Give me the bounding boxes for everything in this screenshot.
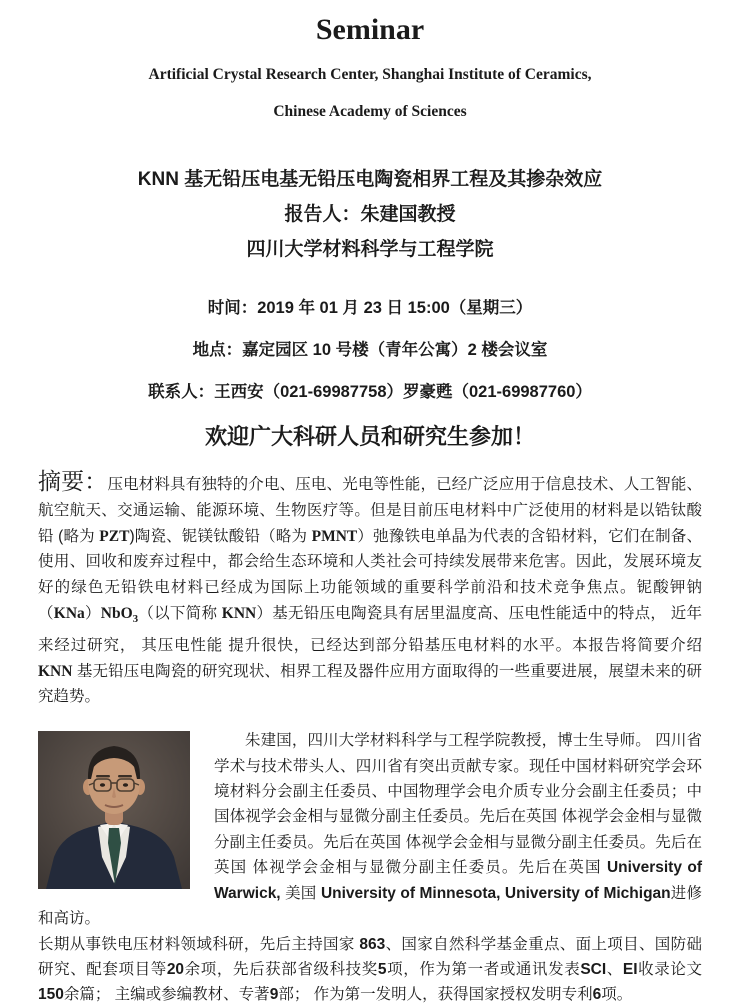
bio-run: 863 xyxy=(359,935,386,953)
abstract-run: PMNT xyxy=(311,527,358,545)
bio-run: 5 xyxy=(377,960,387,978)
talk-title: KNN 基无铅压电基无铅压电陶瓷相界工程及其掺杂效应 xyxy=(137,169,603,190)
speaker-portrait-photo xyxy=(38,731,190,889)
org-line-1: Artificial Crystal Research Center, Shanghai Institute of Ceramics, xyxy=(148,66,592,83)
bio-run: EI xyxy=(622,960,638,978)
bio-run: 余篇； 主编或参编教材、专著 xyxy=(63,986,270,1004)
welcome-line: 欢迎广大科研人员和研究生参加！ xyxy=(204,424,535,449)
affiliation-line: 四川大学材料科学与工程学院 xyxy=(246,239,494,260)
abstract-run: ）弛豫铁电单晶为代表的含铅材料，它们在制备、使用、回收和废弃过程中，都会给生态环境和人类社会可持续发展带来危害。因此，发展环境友好的绿色无铅铁电材料已经成为国际上功能领域的重要科学前沿和技术竞争焦点。铌酸钾钠（ xyxy=(38,527,702,622)
bio-run: 进修和高访。 xyxy=(38,884,702,928)
bio-run: 收录论文 xyxy=(637,960,702,978)
abstract-paragraph xyxy=(38,469,702,710)
talk-header xyxy=(38,162,702,267)
bio-run: 部； 作为第一发明人，获得国家授权发明专利 xyxy=(278,986,593,1004)
bio-run: 项，作为第一者或通讯发表 xyxy=(386,960,581,978)
bio-run: 余项，先后获部省级科技奖 xyxy=(184,960,378,978)
abstract-run: 压电材料具有独特的介电、压电、光电等性能，已经广泛应用于信息技术、人工智能、航空航天、交通运输、能源环境、生物医疗等。但是目前压电材料中广泛使用的材料是以锆钛酸铅 (略为 xyxy=(38,476,702,545)
bio-run: 150 xyxy=(38,986,64,1004)
bio-run: 项。 xyxy=(601,986,633,1004)
abstract-run: PZT xyxy=(99,527,130,545)
bio-run: 长期从事铁电压材料领域科研，先后主持国家 xyxy=(38,935,360,953)
org-line-2: Chinese Academy of Sciences xyxy=(273,103,467,120)
bio-run: 、 xyxy=(606,960,623,978)
contact-line: 联系人：王西安（021-69987758）罗豪甦（021-69987760） xyxy=(148,383,592,401)
abstract-run: NbO xyxy=(100,604,133,622)
page-title: Seminar xyxy=(315,13,425,46)
abstract-subscript: 3 xyxy=(132,613,139,626)
abstract-run: KNN xyxy=(38,662,73,680)
time-line: 时间：2019 年 01 月 23 日 15:00（星期三） xyxy=(207,299,533,317)
bio-run: University of Minnesota, University of Michigan xyxy=(320,884,671,902)
abstract-run: KNN xyxy=(221,604,257,622)
bio-run: 6 xyxy=(592,986,602,1004)
abstract-run: ） xyxy=(84,604,101,622)
bio-run: University of Warwick, xyxy=(214,859,702,902)
speaker-line: 报告人：朱建国教授 xyxy=(284,204,456,225)
bio-run: 、国家自然科学基金重点、面上项目、国防础研究、配套项目等 xyxy=(38,935,702,978)
abstract-run: ）基无铅压电陶瓷具有居里温度高、压电性能适中的特点， 近年来经过研究， 其压电性能 提升很快，已经达到部分铅基压电材料的水平。本报告将简要介绍 xyxy=(38,604,702,654)
abstract-run: KNa xyxy=(53,604,85,622)
bio-section xyxy=(38,728,702,1007)
location-line: 地点：嘉定园区 10 号楼（青年公寓）2 楼会议室 xyxy=(192,341,548,359)
portrait-illustration xyxy=(38,731,190,889)
abstract-run: 基无铅压电陶瓷的研究现状、相界工程及器件应用方面取得的一些重要进展，展望未来的研究趋势。 xyxy=(38,662,702,706)
bio-run: 美国 xyxy=(280,884,321,902)
abstract-label: 摘要： xyxy=(38,469,108,494)
abstract-run: )陶瓷、铌镁钛酸铅（略为 xyxy=(129,527,312,545)
bio-run: 9 xyxy=(269,986,279,1004)
bio-paragraph-2 xyxy=(38,932,702,1008)
abstract-run: （以下简称 xyxy=(138,604,222,622)
bio-run: 20 xyxy=(166,960,185,978)
bio-run: SCI xyxy=(580,960,607,978)
bio-run: 朱建国，四川大学材料科学与工程学院教授，博士生导师。 四川省学术与技术带头人、四川省有突出贡献专家。现任中国材料研究学会环境材料分会副主任委员、中国物理学会电介质专业分会副主任委员；中国体视学会金相与显微分副主任委员。先后在英国 体视学会金相与显微分副主任委员。先后在英国 体视学会金相与显微分副主任委员。先后在英国 体视学会金相与显微分副主任委员。先后在英国 xyxy=(214,732,702,877)
event-details xyxy=(38,287,702,413)
